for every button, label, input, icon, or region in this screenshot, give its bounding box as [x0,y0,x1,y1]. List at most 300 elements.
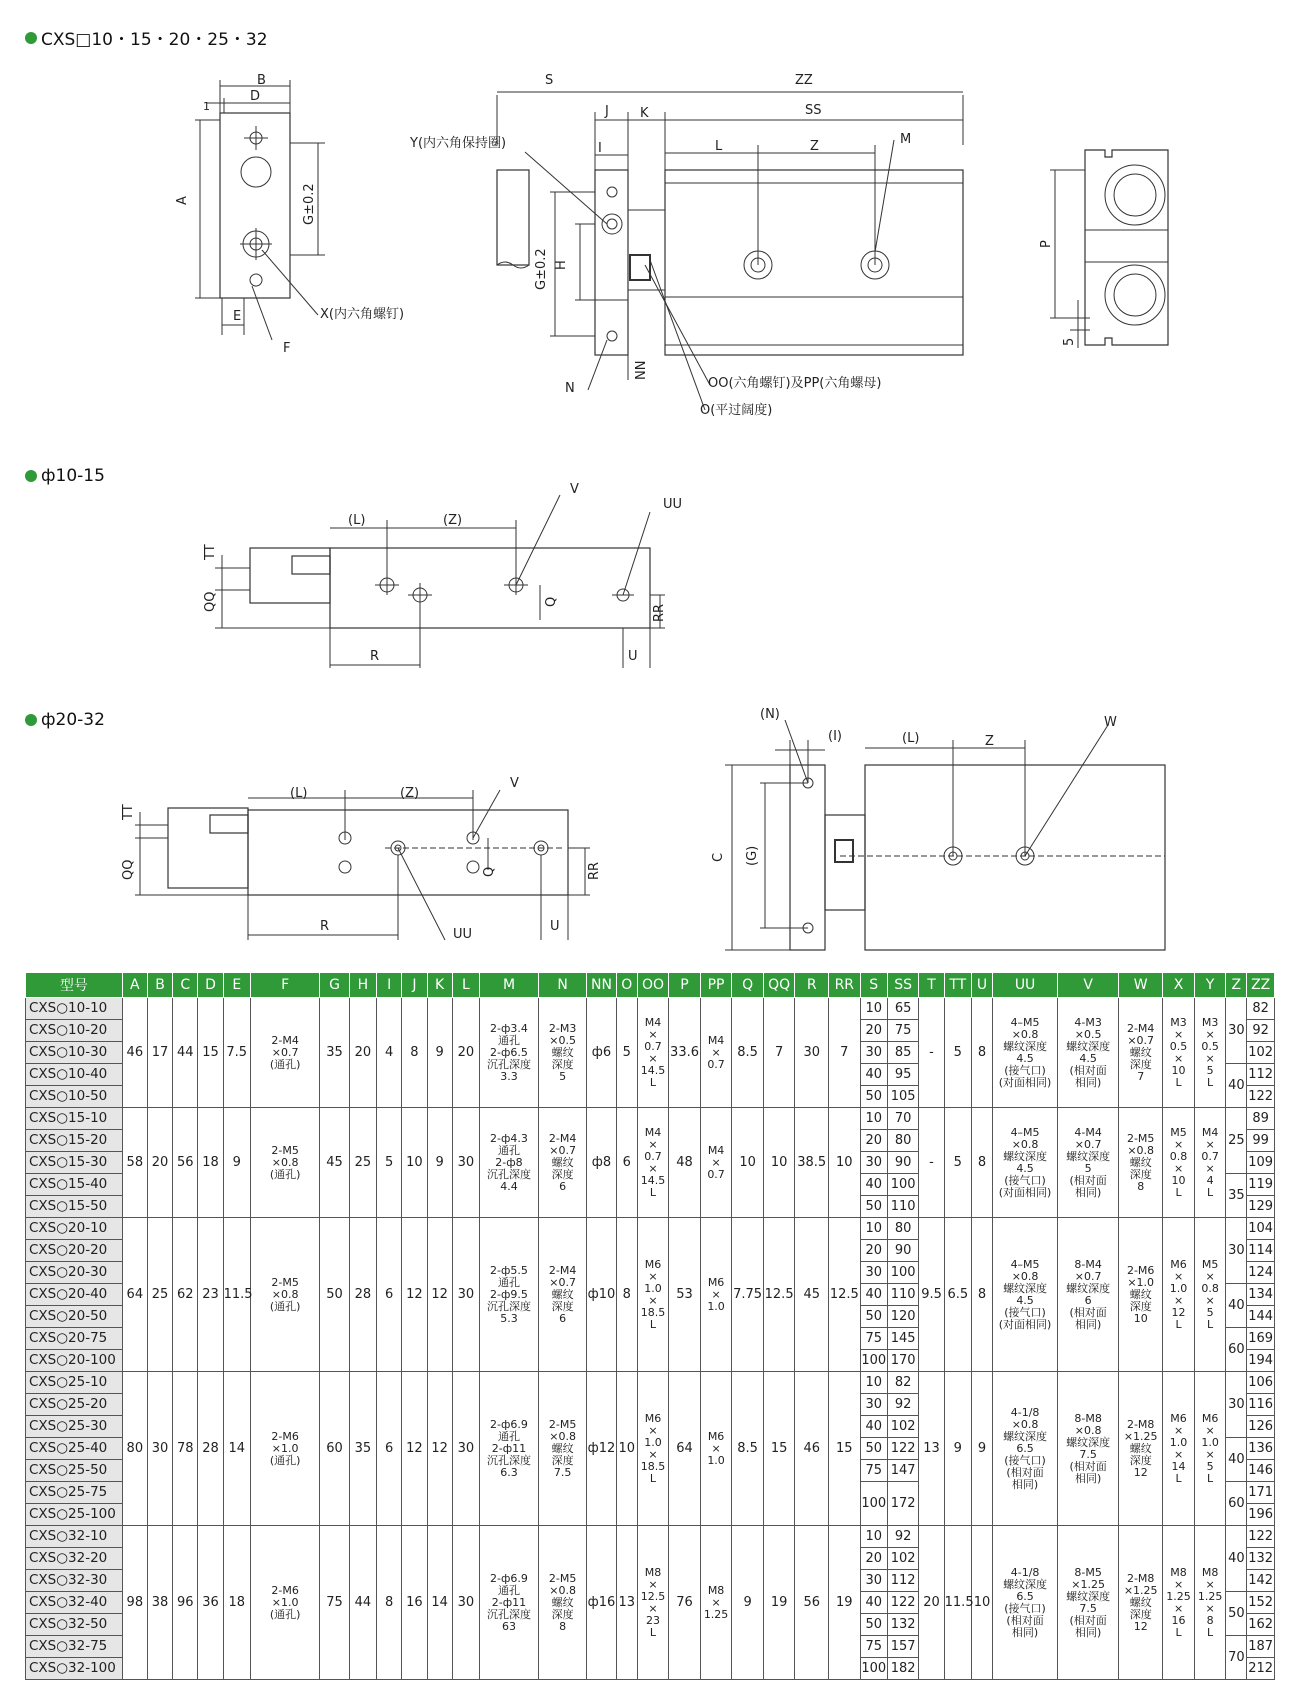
dim-y-label: Y(内六角保持圈) [410,136,507,151]
model-cell: CXS○25-20 [26,1394,123,1416]
cell-o: 13 [616,1526,637,1680]
cell-zz: 126 [1247,1416,1275,1438]
cell-s: 50 [860,1614,887,1636]
table-row [26,998,1275,1020]
cell-e: 9 [223,1108,250,1218]
dim-g-label: G±0.2 [302,183,317,225]
cell-u: 8 [971,998,992,1108]
dim-v-label: V [510,776,519,791]
cell-nn: ф8 [587,1108,616,1218]
section-title-text: ф10-15 [41,466,105,486]
dim-u-label: U [550,919,560,934]
cell-ss: 147 [887,1460,919,1482]
cell-nn: ф12 [587,1372,616,1526]
dim-j-label: J [605,104,609,119]
cell-c: 44 [173,998,198,1108]
cell-zz: 144 [1247,1306,1275,1328]
cell-zz: 132 [1247,1548,1275,1570]
cell-z: 40 [1226,1284,1247,1328]
cell-s: 40 [860,1416,887,1438]
cell-ss: 110 [887,1196,919,1218]
header-i: I [377,973,402,998]
cell-nn: ф10 [587,1218,616,1372]
dimension-table [25,972,1275,1680]
cell-i: 6 [377,1372,402,1526]
cell-uu: 4-1/8 螺纹深度 6.5 (接气口) (相对面 相同) [992,1526,1057,1680]
cell-qq: 10 [763,1108,795,1218]
cell-z: 40 [1226,1526,1247,1592]
cell-l: 30 [452,1372,479,1526]
cell-zz: 169 [1247,1328,1275,1350]
cell-rr: 10 [829,1108,861,1218]
cell-q: 10 [732,1108,764,1218]
dim-nn-label: NN [634,360,649,380]
view-10-15 [203,482,682,668]
model-cell: CXS○25-100 [26,1504,123,1526]
model-cell: CXS○25-10 [26,1372,123,1394]
cell-y: M5 × 0.8 × 5 L [1194,1218,1226,1372]
cell-ss: 70 [887,1108,919,1130]
dim-uu-label: UU [663,497,683,512]
cell-f: 2-M6 ×1.0 (通孔) [250,1372,319,1526]
cell-s: 100 [860,1350,887,1372]
model-cell: CXS○25-50 [26,1460,123,1482]
cell-i: 4 [377,998,402,1108]
cell-rr: 19 [829,1526,861,1680]
cell-r: 45 [795,1218,829,1372]
model-cell: CXS○25-40 [26,1438,123,1460]
cell-b: 17 [147,998,172,1108]
cell-e: 11.5 [223,1218,250,1372]
cell-m: 2-ф3.4 通孔 2-ф6.5 沉孔深度 3.3 [480,998,539,1108]
header-j: J [402,973,427,998]
model-cell: CXS○20-30 [26,1262,123,1284]
cell-z: 60 [1226,1482,1247,1526]
cell-zz: 122 [1247,1086,1275,1108]
cell-l: 20 [452,998,479,1108]
cell-o: 5 [616,998,637,1108]
cell-qq: 12.5 [763,1218,795,1372]
dim-e-label: E [233,309,242,324]
cell-r: 46 [795,1372,829,1526]
cell-ss: 80 [887,1218,919,1240]
table-header-row [26,973,1275,998]
cell-b: 30 [147,1372,172,1526]
cell-zz: 112 [1247,1064,1275,1086]
dim-uu-label: UU [453,927,473,942]
model-cell: CXS○10-40 [26,1064,123,1086]
header-w: W [1119,973,1163,998]
cell-ss: 157 [887,1636,919,1658]
cell-n: 2-M5 ×0.8 螺纹 深度 7.5 [538,1372,586,1526]
header-model: 型号 [26,973,123,998]
header-l: L [452,973,479,998]
table-row [26,1526,1275,1548]
cell-s: 50 [860,1438,887,1460]
cell-t: 13 [919,1372,944,1526]
cell-pp: M4 × 0.7 [700,1108,732,1218]
dim-n-label: (N) [760,707,780,722]
cell-ss: 132 [887,1614,919,1636]
cell-t: - [919,998,944,1108]
cell-rr: 15 [829,1372,861,1526]
cell-d: 15 [198,998,223,1108]
cell-n: 2-M4 ×0.7 螺纹 深度 6 [538,1108,586,1218]
cell-k: 12 [427,1218,452,1372]
cell-zz: 194 [1247,1350,1275,1372]
cell-p: 76 [669,1526,701,1680]
header-a: A [122,973,147,998]
cell-s: 20 [860,1020,887,1042]
cell-s: 10 [860,1372,887,1394]
cell-zz: 134 [1247,1284,1275,1306]
cell-n: 2-M5 ×0.8 螺纹 深度 8 [538,1526,586,1680]
dim-d-label: D [250,89,261,104]
cell-s: 100 [860,1482,887,1526]
header-n: N [538,973,586,998]
dim-qq-label: QQ [203,591,218,612]
dim-rr-label: RR [652,603,667,622]
header-b: B [147,973,172,998]
cell-a: 64 [122,1218,147,1372]
cell-a: 46 [122,998,147,1108]
cell-k: 12 [427,1372,452,1526]
cell-zz: 109 [1247,1152,1275,1174]
cell-zz: 104 [1247,1218,1275,1240]
cell-c: 78 [173,1372,198,1526]
cell-a: 80 [122,1372,147,1526]
cell-m: 2-ф6.9 通孔 2-ф11 沉孔深度 6.3 [480,1372,539,1526]
model-cell: CXS○20-10 [26,1218,123,1240]
cell-s: 40 [860,1592,887,1614]
dim-g2-label: G±0.2 [534,248,549,290]
cell-zz: 196 [1247,1504,1275,1526]
cell-zz: 102 [1247,1042,1275,1064]
dim-l-label: (L) [348,513,366,528]
header-m: M [480,973,539,998]
dim-tt-label: TT [203,544,218,560]
cell-j: 8 [402,998,427,1108]
cell-oo: M6 × 1.0 × 18.5 L [637,1372,669,1526]
cell-p: 53 [669,1218,701,1372]
cell-ss: 85 [887,1042,919,1064]
cell-o: 8 [616,1218,637,1372]
dim-ss-label: SS [805,103,822,118]
cell-x: M8 × 1.25 × 16 L [1163,1526,1195,1680]
section-title-text: CXS□10・15・20・25・32 [41,30,268,50]
cell-h: 20 [349,998,376,1108]
cell-h: 28 [349,1218,376,1372]
header-rr: RR [829,973,861,998]
cell-z: 50 [1226,1592,1247,1636]
cell-r: 38.5 [795,1108,829,1218]
dim-p-label: P [1039,240,1054,248]
cell-s: 10 [860,1526,887,1548]
cell-tt: 5 [944,1108,971,1218]
cell-q: 8.5 [732,998,764,1108]
cell-k: 14 [427,1526,452,1680]
header-z: Z [1226,973,1247,998]
cell-e: 14 [223,1372,250,1526]
cell-zz: 124 [1247,1262,1275,1284]
end-view [1039,150,1168,348]
cell-x: M3 × 0.5 × 10 L [1163,998,1195,1108]
cell-u: 9 [971,1372,992,1526]
cell-oo: M8 × 12.5 × 23 L [637,1526,669,1680]
cell-s: 10 [860,1108,887,1130]
dim-z-label: (Z) [443,513,463,528]
cell-zz: 129 [1247,1196,1275,1218]
section-title-text: ф20-32 [41,710,105,730]
cell-zz: 146 [1247,1460,1275,1482]
cell-zz: 162 [1247,1614,1275,1636]
cell-s: 40 [860,1174,887,1196]
cell-z: 30 [1226,1218,1247,1284]
cell-zz: 136 [1247,1438,1275,1460]
cell-pp: M6 × 1.0 [700,1218,732,1372]
cell-y: M8 × 1.25 × 8 L [1194,1526,1226,1680]
header-f: F [250,973,319,998]
cell-s: 75 [860,1460,887,1482]
dim-z-label: Z [985,734,994,749]
model-cell: CXS○15-20 [26,1130,123,1152]
header-t: T [919,973,944,998]
dim-rr-label: RR [587,861,602,880]
cell-nn: ф6 [587,998,616,1108]
table-row [26,1108,1275,1130]
dim-q-label: Q [544,596,559,607]
model-cell: CXS○32-10 [26,1526,123,1548]
model-cell: CXS○15-10 [26,1108,123,1130]
cell-l: 30 [452,1108,479,1218]
cell-x: M6 × 1.0 × 14 L [1163,1372,1195,1526]
dim-g-label: (G) [745,845,760,866]
cell-ss: 102 [887,1548,919,1570]
front-view [409,73,963,418]
cell-ss: 122 [887,1438,919,1460]
dim-o-label: O(平过阔度) [700,403,773,418]
view-20-32-front [711,707,1165,950]
cell-tt: 5 [944,998,971,1108]
cell-oo: M4 × 0.7 × 14.5 L [637,998,669,1108]
cell-s: 100 [860,1658,887,1680]
cell-c: 96 [173,1526,198,1680]
cell-rr: 7 [829,998,861,1108]
model-cell: CXS○20-40 [26,1284,123,1306]
dim-m-label: M [900,132,912,147]
dim-q-label: Q [482,866,497,877]
cell-uu: 4–M5 ×0.8 螺纹深度 4.5 (接气口) (对面相同) [992,1218,1057,1372]
cell-ss: 102 [887,1416,919,1438]
dim-r-label: R [320,919,330,934]
model-cell: CXS○10-30 [26,1042,123,1064]
dim-i-label: (I) [828,729,842,744]
header-x: X [1163,973,1195,998]
cell-a: 98 [122,1526,147,1680]
dim-w-label: W [1104,715,1117,730]
model-cell: CXS○15-50 [26,1196,123,1218]
cell-o: 10 [616,1372,637,1526]
header-s: S [860,973,887,998]
cell-w: 2-M4 ×0.7 螺纹 深度 7 [1119,998,1163,1108]
cell-s: 50 [860,1086,887,1108]
cell-i: 6 [377,1218,402,1372]
header-g: G [320,973,349,998]
cell-ss: 105 [887,1086,919,1108]
cell-y: M4 × 0.7 × 4 L [1194,1108,1226,1218]
model-cell: CXS○32-75 [26,1636,123,1658]
cell-z: 40 [1226,1438,1247,1482]
cell-b: 25 [147,1218,172,1372]
header-k: K [427,973,452,998]
header-y: Y [1194,973,1226,998]
header-oo: OO [637,973,669,998]
cell-n: 2-M3 ×0.5 螺纹 深度 5 [538,998,586,1108]
cell-b: 20 [147,1108,172,1218]
header-qq: QQ [763,973,795,998]
header-d: D [198,973,223,998]
cell-g: 35 [320,998,349,1108]
model-cell: CXS○32-30 [26,1570,123,1592]
dim-v-label: V [570,482,579,497]
cell-tt: 9 [944,1372,971,1526]
cell-v: 8-M4 ×0.7 螺纹深度 6 (相对面 相同) [1058,1218,1119,1372]
cell-zz: 82 [1247,998,1275,1020]
cell-g: 45 [320,1108,349,1218]
cell-qq: 15 [763,1372,795,1526]
cell-j: 12 [402,1372,427,1526]
cell-zz: 116 [1247,1394,1275,1416]
cell-s: 20 [860,1548,887,1570]
cell-tt: 11.5 [944,1526,971,1680]
cell-z: 25 [1226,1108,1247,1174]
cell-zz: 212 [1247,1658,1275,1680]
cell-s: 30 [860,1042,887,1064]
dim-c-label: C [711,852,726,862]
cell-ss: 100 [887,1262,919,1284]
cell-zz: 99 [1247,1130,1275,1152]
model-cell: CXS○20-50 [26,1306,123,1328]
cell-w: 2-M5 ×0.8 螺纹 深度 8 [1119,1108,1163,1218]
cell-ss: 65 [887,998,919,1020]
dim-tt-label: TT [121,804,136,820]
cell-x: M5 × 0.8 × 10 L [1163,1108,1195,1218]
model-cell: CXS○15-40 [26,1174,123,1196]
cell-l: 30 [452,1218,479,1372]
header-c: C [173,973,198,998]
cell-zz: 152 [1247,1592,1275,1614]
cell-u: 8 [971,1108,992,1218]
header-zz: ZZ [1247,973,1275,998]
cell-f: 2-M6 ×1.0 (通孔) [250,1526,319,1680]
dim-i-label: I [598,141,602,156]
model-cell: CXS○32-20 [26,1548,123,1570]
cell-oo: M4 × 0.7 × 14.5 L [637,1108,669,1218]
model-cell: CXS○32-100 [26,1658,123,1680]
header-tt: TT [944,973,971,998]
header-u: U [971,973,992,998]
cell-u: 10 [971,1526,992,1680]
header-e: E [223,973,250,998]
cell-s: 30 [860,1152,887,1174]
cell-d: 36 [198,1526,223,1680]
model-cell: CXS○20-20 [26,1240,123,1262]
cell-qq: 7 [763,998,795,1108]
header-q: Q [732,973,764,998]
cell-o: 6 [616,1108,637,1218]
cell-p: 64 [669,1372,701,1526]
cell-zz: 122 [1247,1526,1275,1548]
cell-c: 56 [173,1108,198,1218]
dim-k-label: K [640,106,649,121]
cell-v: 8-M8 ×0.8 螺纹深度 7.5 (相对面 相同) [1058,1372,1119,1526]
dim-x-label: X(内六角螺钉) [320,307,405,322]
cell-m: 2-ф5.5 通孔 2-ф9.5 沉孔深度 5.3 [480,1218,539,1372]
model-cell: CXS○15-30 [26,1152,123,1174]
cell-ss: 92 [887,1394,919,1416]
cell-ss: 172 [887,1482,919,1526]
cell-y: M6 × 1.0 × 5 L [1194,1372,1226,1526]
cell-s: 50 [860,1306,887,1328]
cell-zz: 187 [1247,1636,1275,1658]
dim-z-label: Z [810,139,819,154]
cell-d: 18 [198,1108,223,1218]
cell-z: 60 [1226,1328,1247,1372]
cell-w: 2-M8 ×1.25 螺纹 深度 12 [1119,1372,1163,1526]
dim-zz-label: ZZ [795,73,813,88]
dim-n-label: N [565,381,575,396]
cell-r: 56 [795,1526,829,1680]
cell-p: 33.6 [669,998,701,1108]
cell-v: 8-M5 ×1.25 螺纹深度 7.5 (相对面 相同) [1058,1526,1119,1680]
cell-ss: 82 [887,1372,919,1394]
cell-ss: 90 [887,1240,919,1262]
model-cell: CXS○32-50 [26,1614,123,1636]
dim-s-label: S [545,73,554,88]
cell-s: 75 [860,1636,887,1658]
dim-f-label: F [283,341,291,356]
cell-pp: M8 × 1.25 [700,1526,732,1680]
cell-d: 28 [198,1372,223,1526]
cell-ss: 95 [887,1064,919,1086]
cell-zz: 114 [1247,1240,1275,1262]
cell-h: 44 [349,1526,376,1680]
header-v: V [1058,973,1119,998]
cell-v: 4-M3 ×0.5 螺纹深度 4.5 (相对面 相同) [1058,998,1119,1108]
model-cell: CXS○10-50 [26,1086,123,1108]
cell-j: 12 [402,1218,427,1372]
cell-e: 18 [223,1526,250,1680]
cell-ss: 145 [887,1328,919,1350]
cell-s: 20 [860,1130,887,1152]
cell-k: 9 [427,998,452,1108]
model-cell: CXS○25-30 [26,1416,123,1438]
cell-uu: 4–M5 ×0.8 螺纹深度 4.5 (接气口) (对面相同) [992,998,1057,1108]
cell-i: 5 [377,1108,402,1218]
cell-zz: 106 [1247,1372,1275,1394]
cell-e: 7.5 [223,998,250,1108]
model-cell: CXS○20-75 [26,1328,123,1350]
header-o: O [616,973,637,998]
dim-u-label: U [628,649,638,664]
model-cell: CXS○25-75 [26,1482,123,1504]
model-cell: CXS○10-10 [26,998,123,1020]
cell-zz: 119 [1247,1174,1275,1196]
cell-s: 30 [860,1394,887,1416]
header-h: H [349,973,376,998]
cell-k: 9 [427,1108,452,1218]
header-ss: SS [887,973,919,998]
